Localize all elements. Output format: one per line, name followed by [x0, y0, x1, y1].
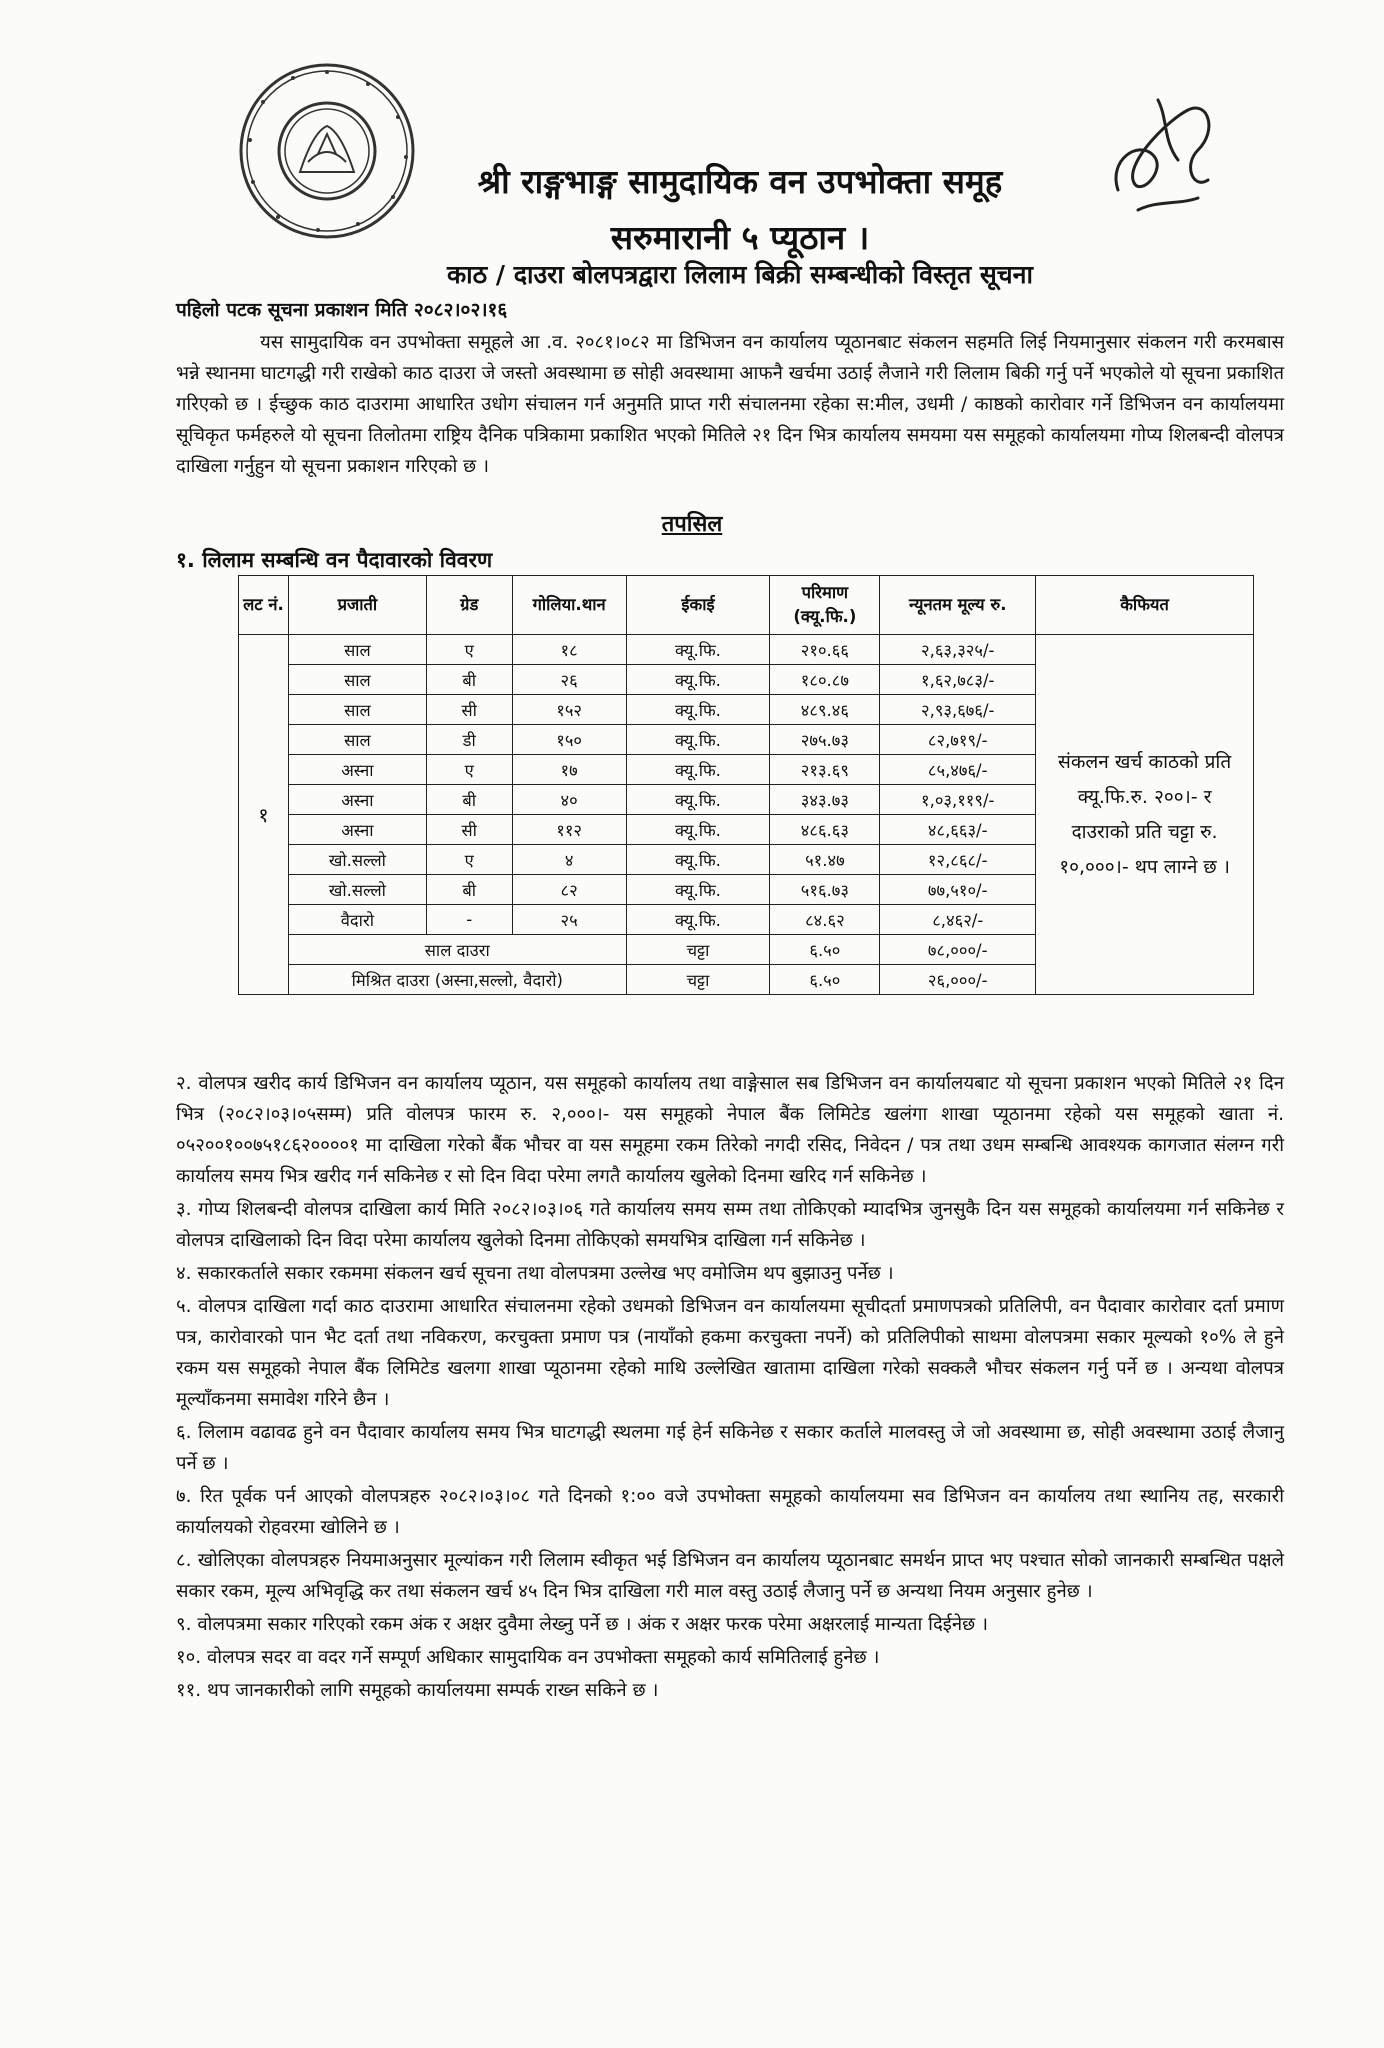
clause-item: २. वोलपत्र खरीद कार्य डिभिजन वन कार्यालय प्यूठान, यस समूहको कार्यालय तथा वाङ्गेसाल सब डिभिजन वन कार्यालयबाट यो सूचना प्रकाशन भएको मितिले २१ दिन भित्र (२०८२।०३।०५सम्म) प्रति वोलपत्र फारम रु. २,०००।- यस समूहको नेपाल बैंक लिमिटेड खलंगा शाखा प्यूठानमा रहेको यस समूहको खाता नं. ०५२००१००७५१८६२००००१ मा दाखिला गरेको बैंक भौचर वा यस समूहमा रकम तिरेको नगदी रसिद, निवेदन / पत्र तथा उधम सम्बन्धि आवश्यक कागजात संलग्न गरी कार्यालय समय भित्र खरीद गर्न सकिनेछ र सो दिन विदा परेमा लगतै कार्यालय खुलेको दिनमा खरिद गर्न सकिनेछ । — [176, 1073, 1284, 1187]
cell-price: १२,८६८/- — [880, 845, 1036, 875]
cell-unit: क्यू.फि. — [626, 815, 770, 845]
cell-unit: क्यू.फि. — [626, 695, 770, 725]
cell-price: १,६२,७८३/- — [880, 665, 1036, 695]
cell-species: अस्ना — [288, 785, 426, 815]
cell-unit: क्यू.फि. — [626, 665, 770, 695]
cell-species: अस्ना — [288, 815, 426, 845]
clause-item: ७. रित पूर्वक पर्न आएको वोलपत्रहरु २०८२।०३।०८ गते दिनको १:०० वजे उपभोक्ता समूहको कार्यालयमा सव डिभिजन वन कार्यालय तथा स्थानिय तह, सरकारी कार्यालयको रोहवरमा खोलिने छ । — [176, 1486, 1284, 1538]
header-min-price: न्यूनतम मूल्य रु. — [880, 576, 1036, 635]
cell-species: खो.सल्लो — [288, 875, 426, 905]
cell-firewood-label: मिश्रित दाउरा (अस्ना,सल्लो, वैदारो) — [288, 965, 626, 995]
header-remarks: कैफियत — [1036, 576, 1254, 635]
clause-item: ८. खोलिएका वोलपत्रहरु नियमाअनुसार मूल्यांकन गरी लिलाम स्वीकृत भई डिभिजन वन कार्यालय प्यूठानबाट समर्थन प्राप्त भए पश्चात सोको जानकारी सम्बन्धित पक्षले सकार रकम, मूल्य अभिवृद्धि कर तथा संकलन खर्च ४५ दिन भित्र दाखिला गरी माल वस्तु उठाई लैजानु पर्ने छ अन्यथा नियम अनुसार हुनेछ । — [176, 1550, 1284, 1602]
cell-unit: क्यू.फि. — [626, 845, 770, 875]
lot-table — [238, 575, 1254, 995]
cell-grade: - — [426, 905, 512, 935]
cell-price: ८२,७१९/- — [880, 725, 1036, 755]
clause-item: १०. वोलपत्र सदर वा वदर गर्ने सम्पूर्ण अधिकार सामुदायिक वन उपभोक्ता समूहको कार्य समितिलाई हुनेछ । — [176, 1647, 880, 1668]
cell-quantity: ३४३.७३ — [770, 785, 880, 815]
cell-quantity: ४८९.४६ — [770, 695, 880, 725]
cell-species: साल — [288, 665, 426, 695]
header-lot: लट नं. — [239, 576, 289, 635]
header-unit: ईकाई — [626, 576, 770, 635]
cell-quantity: १८०.८७ — [770, 665, 880, 695]
cell-price: २६,०००/- — [880, 965, 1036, 995]
cell-quantity: २७५.७३ — [770, 725, 880, 755]
cell-unit: क्यू.फि. — [626, 725, 770, 755]
cell-price: २,९३,६७६/- — [880, 695, 1036, 725]
cell-species: अस्ना — [288, 755, 426, 785]
cell-unit: क्यू.फि. — [626, 755, 770, 785]
cell-grade: सी — [426, 815, 512, 845]
cell-grade: डी — [426, 725, 512, 755]
organization-address: सरुमारानी ५ प्यूठान । — [610, 218, 870, 257]
cell-firewood-label: साल दाउरा — [288, 935, 626, 965]
header-logs: गोलिया.थान — [512, 576, 626, 635]
organization-name: श्री राङ्गभाङ्ग सामुदायिक वन उपभोक्ता समूह — [477, 162, 1003, 201]
lot-number-cell: १ — [239, 635, 289, 995]
cell-species: साल — [288, 695, 426, 725]
clause-item: ६. लिलाम वढावढ हुने वन पैदावार कार्यालय समय भित्र घाटगद्धी स्थलमा गई हेर्न सकिनेछ र सकार कर्ताले मालवस्तु जे जो अवस्थामा छ, सोही अवस्थामा उठाई लैजानु पर्ने छ । — [176, 1422, 1284, 1474]
cell-species: साल — [288, 635, 426, 665]
table-header-row — [239, 576, 1254, 635]
remarks-cell: संकलन खर्च काठको प्रति क्यू.फि.रु. २००।- र दाउराको प्रति चट्टा रु. १०,०००।- थप लाग्ने छ । — [1036, 635, 1254, 995]
cell-quantity: ५१६.७३ — [770, 875, 880, 905]
cell-quantity: ८४.६२ — [770, 905, 880, 935]
cell-quantity: ६.५० — [770, 965, 880, 995]
cell-species: साल — [288, 725, 426, 755]
clause-item: ४. सकारकर्ताले सकार रकममा संकलन खर्च सूचना तथा वोलपत्रमा उल्लेख भए वमोजिम थप बुझाउनु पर्नेछ । — [176, 1263, 894, 1284]
cell-unit: क्यू.फि. — [626, 875, 770, 905]
cell-price: १,०३,११९/- — [880, 785, 1036, 815]
schedule-title: तपसिल — [661, 512, 723, 537]
cell-quantity: ४८६.६३ — [770, 815, 880, 845]
cell-quantity: ५१.४७ — [770, 845, 880, 875]
cell-logs: २६ — [512, 665, 626, 695]
cell-species: वैदारो — [288, 905, 426, 935]
header-grade: ग्रेड — [426, 576, 512, 635]
cell-grade: ए — [426, 755, 512, 785]
cell-quantity: २१३.६९ — [770, 755, 880, 785]
cell-price: ८,४६२/- — [880, 905, 1036, 935]
cell-grade: ए — [426, 635, 512, 665]
cell-grade: ए — [426, 845, 512, 875]
clauses-list — [176, 1068, 1284, 1708]
clause-item: ५. वोलपत्र दाखिला गर्दा काठ दाउरामा आधारित संचालनमा रहेको उधमको डिभिजन वन कार्यालयमा सूचीदर्ता प्रमाणपत्रको प्रतिलिपी, वन पैदावार कारोवार दर्ता प्रमाण पत्र, कारोवारको पान भैट दर्ता तथा नविकरण, करचुक्ता प्रमाण पत्र (नायाँको हकमा करचुक्ता नपर्ने) को प्रतिलिपीको साथमा वोलपत्रमा सकार मूल्यको १०% ले हुने रकम यस समूहको नेपाल बैंक लिमिटेड खलगा शाखा प्यूठानमा रहेको माथि उल्लेखित खातामा दाखिला गरेको सक्कलै भौचर संकलन गर्नु पर्ने छ । अन्यथा वोलपत्र मूल्याँकनमा समावेश गरिने छैन । — [176, 1296, 1284, 1410]
cell-logs: ८२ — [512, 875, 626, 905]
cell-unit: चट्टा — [626, 935, 770, 965]
clause-item: ११. थप जानकारीको लागि समूहको कार्यालयमा सम्पर्क राख्न सकिने छ । — [176, 1680, 659, 1701]
cell-grade: बी — [426, 785, 512, 815]
cell-logs: ११२ — [512, 815, 626, 845]
clause-item: ३. गोप्य शिलबन्दी वोलपत्र दाखिला कार्य मिति २०८२।०३।०६ गते कार्यालय समय सम्म तथा तोकिएको म्यादभित्र जुनसुकै दिन यस समूहको कार्यालयमा गर्न सकिनेछ र वोलपत्र दाखिलाको दिन विदा परेमा कार्यालय खुलेको दिनमा तोकिएको समयभित्र दाखिला गर्न सकिनेछ । — [176, 1199, 1284, 1251]
section-1-title: १. लिलाम सम्बन्धि वन पैदावारको विवरण — [176, 548, 493, 572]
cell-unit: क्यू.फि. — [626, 785, 770, 815]
cell-grade: सी — [426, 695, 512, 725]
cell-quantity: ६.५० — [770, 935, 880, 965]
cell-unit: चट्टा — [626, 965, 770, 995]
cell-price: ७८,०००/- — [880, 935, 1036, 965]
header-species: प्रजाती — [288, 576, 426, 635]
notice-title: काठ / दाउरा बोलपत्रद्वारा लिलाम बिक्री सम्बन्धीको विस्तृत सूचना — [446, 260, 1034, 289]
table-row — [239, 635, 1254, 665]
cell-species: खो.सल्लो — [288, 845, 426, 875]
cell-price: ४८,६६३/- — [880, 815, 1036, 845]
cell-logs: १५० — [512, 725, 626, 755]
cell-grade: बी — [426, 875, 512, 905]
cell-logs: १७ — [512, 755, 626, 785]
publication-date: पहिलो पटक सूचना प्रकाशन मिति २०८२।०२।१६ — [176, 299, 508, 321]
cell-price: ८५,४७६/- — [880, 755, 1036, 785]
cell-unit: क्यू.फि. — [626, 635, 770, 665]
header-quantity: परिमाण (क्यू.फि.) — [770, 576, 880, 635]
intro-paragraph: यस सामुदायिक वन उपभोक्ता समूहले आ .व. २०८१।०८२ मा डिभिजन वन कार्यालय प्यूठानबाट संकलन सहमति लिई नियमानुसार संकलन गरी करमबास भन्ने स्थानमा घाटगद्धी गरी राखेको काठ दाउरा जे जस्तो अवस्थामा छ सोही अवस्थामा आफनै खर्चमा उठाई लैजाने गरी लिलाम बिकी गर्नु पर्ने भएकोले यो सूचना प्रकाशित गरिएको छ । ईच्छुक काठ दाउरामा आधारित उधोग संचालन गर्न अनुमति प्राप्त गरी संचालनमा रहेका स:मील, उधमी / काष्ठको कारोवार गर्ने डिभिजन वन कार्यालयमा सूचिकृत फर्महरुले यो सूचना तिलोतमा राष्ट्रिय दैनिक पत्रिकामा प्रकाशित भएको मितिले २१ दिन भित्र कार्यालय समयमा यस समूहको कार्यालयमा गोप्य शिलबन्दी वोलपत्र दाखिला गर्नुहुन यो सूचना प्रकाशन गरिएको छ । — [176, 332, 1284, 477]
cell-grade: बी — [426, 665, 512, 695]
cell-quantity: २१०.६६ — [770, 635, 880, 665]
cell-logs: १८ — [512, 635, 626, 665]
cell-price: २,६३,३२५/- — [880, 635, 1036, 665]
cell-logs: ४ — [512, 845, 626, 875]
clause-item: ९. वोलपत्रमा सकार गरिएको रकम अंक र अक्षर दुवैमा लेख्नु पर्ने छ । अंक र अक्षर फरक परेमा अक्षरलाई मान्यता दिईनेछ । — [176, 1614, 989, 1635]
cell-logs: २५ — [512, 905, 626, 935]
cell-unit: क्यू.फि. — [626, 905, 770, 935]
cell-logs: ४० — [512, 785, 626, 815]
cell-logs: १५२ — [512, 695, 626, 725]
cell-price: ७७,५१०/- — [880, 875, 1036, 905]
